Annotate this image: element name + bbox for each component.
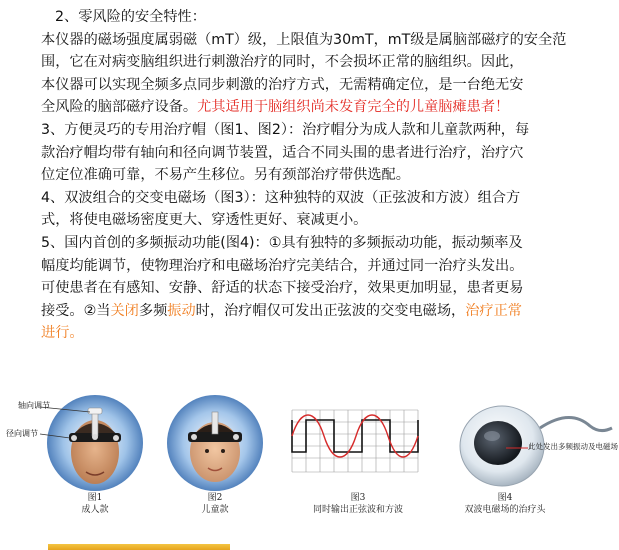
section-5-line-3: 可使患者在有感知、安静、舒适的状态下接受治疗，效果更加明显，患者更易 bbox=[41, 280, 524, 297]
treatment-head-callout: 此处发出多频振动及电磁场 bbox=[528, 442, 618, 451]
figure-1-number: 图1 bbox=[87, 493, 103, 503]
section-2-line-2: 围，它在对病变脑组织进行刺激治疗的同时，不会损坏正常的脑组织。因此， bbox=[41, 54, 524, 71]
axial-adjust-callout: 轴向调节 bbox=[18, 401, 50, 410]
section-4-line-1: 4、双波组合的交变电磁场（图3）：这种独特的双波（正弦波和方波）组合方 bbox=[41, 189, 521, 206]
section-5-text-a: 接受。②当 bbox=[41, 302, 111, 319]
figure-4-label: 双波电磁场的治疗头 bbox=[464, 505, 546, 515]
figure-1-caption bbox=[70, 492, 120, 516]
section-2-highlight: 尤其适用于脑组织尚未发育完全的儿童脑瘫患者！ bbox=[197, 99, 510, 116]
figure-3-waveform bbox=[288, 406, 428, 528]
section-3-line-3: 位定位准确可靠，不易产生移位。另有颈部治疗带供选配。 bbox=[41, 167, 410, 184]
figure-2-caption bbox=[190, 492, 240, 516]
section-5-line-4 bbox=[41, 300, 601, 323]
section-5-line-1: 5、国内首创的多频振动功能(图4)：①具有独特的多频振动功能，振动频率及 bbox=[41, 234, 523, 251]
figure-3-label: 同时输出正弦波和方波 bbox=[312, 505, 403, 515]
figure-4-treatment-head bbox=[440, 398, 619, 528]
figure-4-number: 图4 bbox=[497, 493, 513, 503]
section-5-text-c: 时，治疗帽仅可发出正弦波的交变电磁场， bbox=[195, 302, 466, 319]
section-5-highlight-close: 关闭 bbox=[110, 302, 139, 319]
figure-3-number: 图3 bbox=[350, 493, 366, 503]
section-4-line-2: 式，将使电磁场密度更大、穿透性更好、衰减更小。 bbox=[41, 212, 368, 229]
figure-2-child-cap bbox=[160, 388, 270, 528]
section-5-line-2: 幅度均能调节，使物理治疗和电磁场治疗完美结合，并通过同一治疗头发出。 bbox=[41, 257, 524, 274]
section-3-line-1: 3、方便灵巧的专用治疗帽（图1、图2）：治疗帽分为成人款和儿童款两种，每 bbox=[41, 121, 530, 138]
child-head-illustration bbox=[160, 388, 270, 493]
square-wave bbox=[292, 420, 418, 452]
waveform-plot bbox=[288, 406, 428, 476]
figure-2-number: 图2 bbox=[207, 493, 223, 503]
figure-2-label: 儿童款 bbox=[201, 505, 229, 515]
sine-wave bbox=[292, 415, 418, 457]
figure-3-caption bbox=[288, 492, 428, 516]
section-2-line-4-text: 全风险的脑部磁疗设备。 bbox=[41, 99, 198, 116]
figure-4-caption bbox=[450, 492, 560, 516]
figure-row bbox=[0, 388, 619, 528]
section-5-line-5: 进行。 bbox=[41, 325, 84, 342]
article-text bbox=[41, 6, 601, 345]
section-2-line-3: 本仪器可以实现全频多点同步刺激的治疗方式，无需精确定位，是一台绝无安 bbox=[41, 76, 524, 93]
section-5-highlight-vibration: 振动 bbox=[167, 302, 196, 319]
figure-1-label: 成人款 bbox=[81, 505, 109, 515]
section-2-line-1: 本仪器的磁场强度属弱磁（mT）级，上限值为30mT，mT级是属脑部磁疗的安全范 bbox=[41, 31, 567, 48]
section-3-line-2: 款治疗帽均带有轴向和径向调节装置，适合不同头围的患者进行治疗，治疗穴 bbox=[41, 144, 524, 161]
section-2-title: 2、零风险的安全特性： bbox=[55, 9, 206, 25]
section-2-line-4 bbox=[41, 96, 601, 119]
section-5-text-b: 多频 bbox=[138, 302, 168, 319]
section-5-highlight-normal: 治疗正常 bbox=[465, 302, 522, 319]
bottom-banner-strip bbox=[48, 544, 230, 550]
radial-adjust-callout: 径向调节 bbox=[6, 429, 38, 438]
